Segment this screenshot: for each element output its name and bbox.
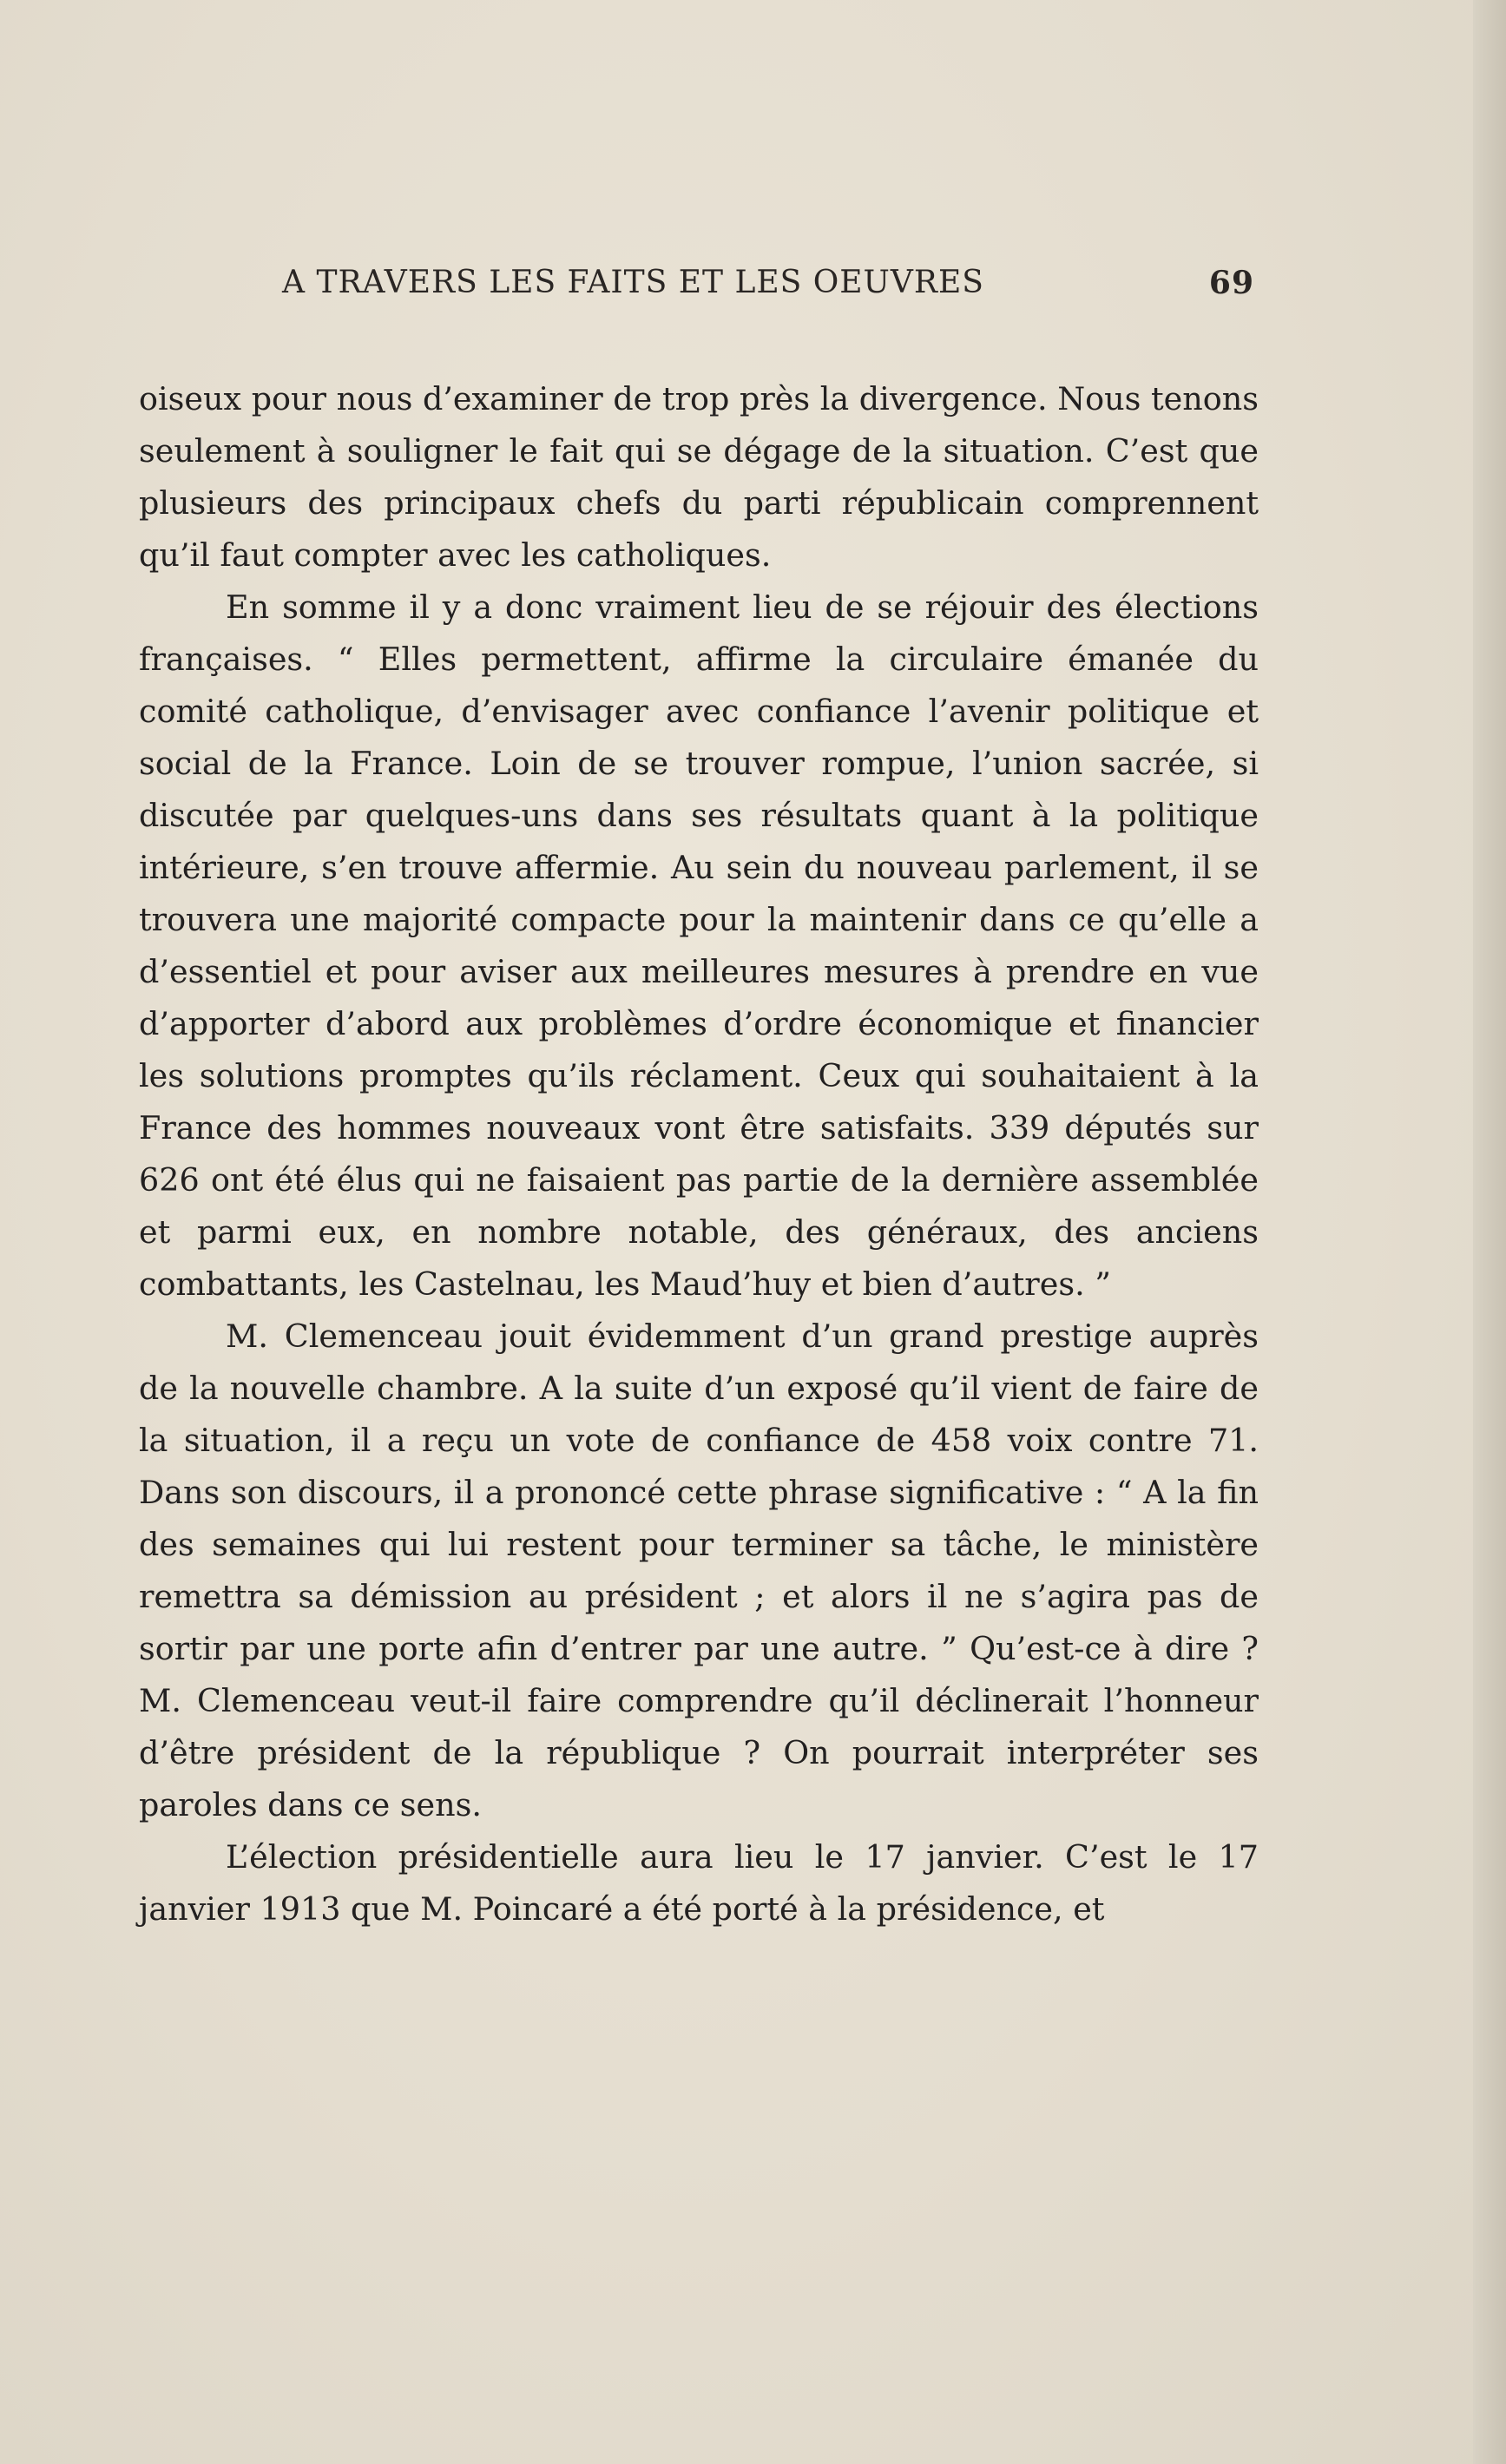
paragraph-continuation: oiseux pour nous d’examiner de trop près la divergence. Nous tenons seulement à souligner le fait qui se dégage de la situation. C’est que plusieurs des principaux chefs du parti républicain comprennent qu’il faut compter avec les catholiques. [139,380,1259,574]
paragraph-clemenceau: M. Clemenceau jouit évidemment d’un grand prestige auprès de la nouvelle chambre. A la suite d’un exposé qu’il vient de faire de la situation, il a reçu un vote de confiance de 458 voix contre 71. Dans son discours, il a prononcé cette phrase significative : “ A la fin des semaines qui lui restent pour terminer sa tâche, le ministère remettra sa démission au président ; et alors il ne s’agira pas de sortir par une porte afin d’entrer par une autre. ” Qu’est-ce à dire ? M. Clemenceau veut-il faire comprendre qu’il déclinerait l’honneur d’être président de la république ? On pourrait interpréter ses paroles dans ce sens. [139,1317,1259,1823]
paragraph-elections: En somme il y a donc vraiment lieu de se réjouir des élections françaises. “ Elles permettent, affirme la circulaire émanée du comité catholique, d’envisager avec confiance l’avenir politique et social de la France. Loin de se trouver rompue, l’union sacrée, si discutée par quelques-uns dans ses résultats quant à la politique intérieure, s’en trouve affermie. Au sein du nouveau parlement, il se trouvera une majorité compacte pour la maintenir dans ce qu’elle a d’essentiel et pour aviser aux meilleures mesures à prendre en vue d’apporter d’abord aux problèmes d’ordre économique et financier les solutions promptes qu’ils réclament. Ceux qui souhaitaient à la France des hommes nouveaux vont être satisfaits. 339 députés sur 626 ont été élus qui ne faisaient pas partie de la dernière assemblée et parmi eux, en nombre notable, des généraux, des anciens combattants, les Castelnau, les Maud’huy et bien d’autres. ” [139,588,1259,1303]
running-head [282,265,1254,317]
body-text [139,373,1259,1935]
paragraph-presidential-election: L’élection présidentielle aura lieu le 17 janvier. C’est le 17 janvier 1913 que M. Poincaré a été porté à la présidence, et [139,1838,1259,1928]
page-number: 69 [1208,265,1254,301]
page-edge [1473,0,1506,2464]
running-title: A TRAVERS LES FAITS ET LES OEUVRES [282,265,984,300]
